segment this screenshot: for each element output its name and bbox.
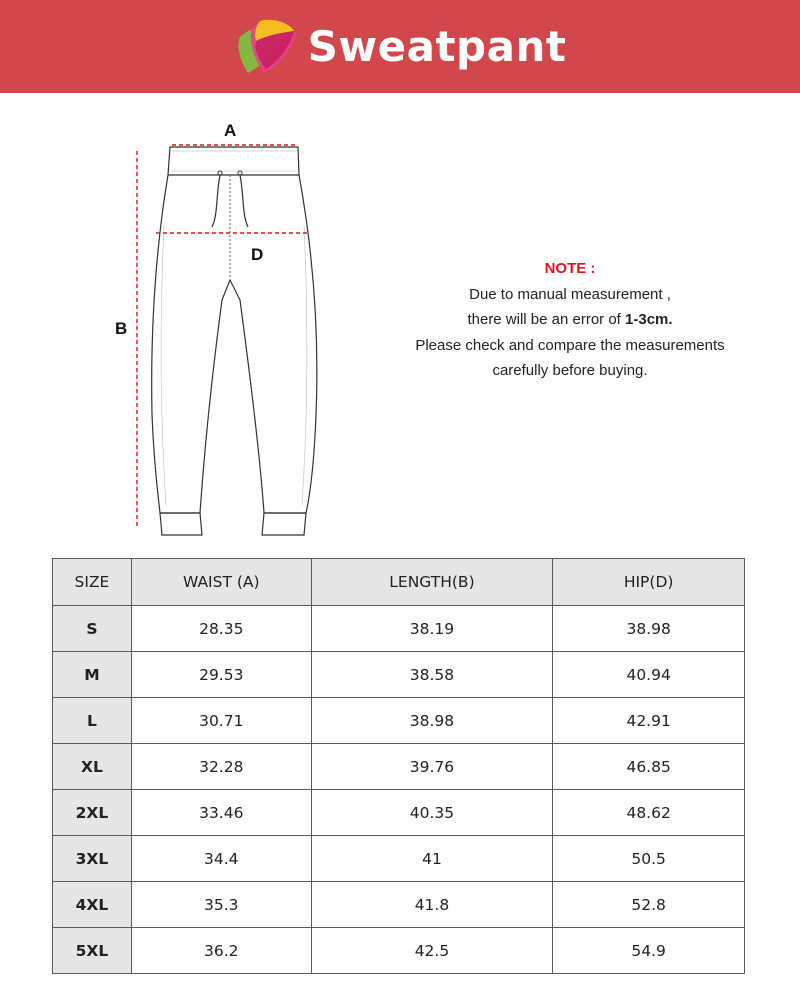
hip-cell: 46.85 <box>553 744 745 790</box>
label-d: D <box>251 245 264 264</box>
label-b: B <box>115 319 128 338</box>
note-line-4: carefully before buying. <box>492 362 648 379</box>
size-cell: XL <box>53 744 132 790</box>
table-row <box>53 606 745 652</box>
hip-cell: 52.8 <box>553 882 745 928</box>
waist-cell: 35.3 <box>131 882 311 928</box>
table-row <box>53 928 745 974</box>
waist-cell: 32.28 <box>131 744 311 790</box>
table-row <box>53 790 745 836</box>
hip-cell: 38.98 <box>553 606 745 652</box>
page-title: Sweatpant <box>307 22 567 71</box>
sweatpant-diagram <box>100 115 340 545</box>
table-row <box>53 744 745 790</box>
hip-cell: 54.9 <box>553 928 745 974</box>
hip-cell: 50.5 <box>553 836 745 882</box>
waist-cell: 33.46 <box>131 790 311 836</box>
length-cell: 40.35 <box>311 790 553 836</box>
length-cell: 42.5 <box>311 928 553 974</box>
table-header-row <box>53 559 745 606</box>
length-cell: 38.58 <box>311 652 553 698</box>
size-cell: M <box>53 652 132 698</box>
table-row <box>53 836 745 882</box>
waist-cell: 30.71 <box>131 698 311 744</box>
length-cell: 39.76 <box>311 744 553 790</box>
length-cell: 41.8 <box>311 882 553 928</box>
size-cell: L <box>53 698 132 744</box>
header-banner <box>0 0 800 93</box>
hip-cell: 42.91 <box>553 698 745 744</box>
waist-cell: 29.53 <box>131 652 311 698</box>
length-cell: 38.19 <box>311 606 553 652</box>
length-cell: 38.98 <box>311 698 553 744</box>
header-length: LENGTH(B) <box>311 559 553 606</box>
waist-cell: 28.35 <box>131 606 311 652</box>
sweatpant-outline-icon <box>100 115 340 545</box>
size-cell: S <box>53 606 132 652</box>
table-row <box>53 882 745 928</box>
hip-cell: 48.62 <box>553 790 745 836</box>
size-chart-table <box>52 558 745 974</box>
note-line-2 <box>380 307 760 333</box>
waist-cell: 34.4 <box>131 836 311 882</box>
waist-cell: 36.2 <box>131 928 311 974</box>
note-line-2-prefix: there will be an error of <box>467 311 626 328</box>
size-cell: 2XL <box>53 790 132 836</box>
size-cell: 3XL <box>53 836 132 882</box>
length-cell: 41 <box>311 836 553 882</box>
size-cell: 4XL <box>53 882 132 928</box>
label-a: A <box>224 121 237 140</box>
hip-cell: 40.94 <box>553 652 745 698</box>
note-line-1: Due to manual measurement , <box>469 285 671 303</box>
header-size: SIZE <box>53 559 132 606</box>
note-title: NOTE : <box>544 260 596 277</box>
measurement-note <box>380 256 760 384</box>
header-hip: HIP(D) <box>553 559 745 606</box>
note-error-range: 1-3cm. <box>625 311 673 328</box>
table-row <box>53 652 745 698</box>
size-cell: 5XL <box>53 928 132 974</box>
header-waist: WAIST (A) <box>131 559 311 606</box>
overlapping-leaves-logo-icon <box>234 17 300 77</box>
table-row <box>53 698 745 744</box>
note-line-3: Please check and compare the measurements <box>415 336 725 354</box>
